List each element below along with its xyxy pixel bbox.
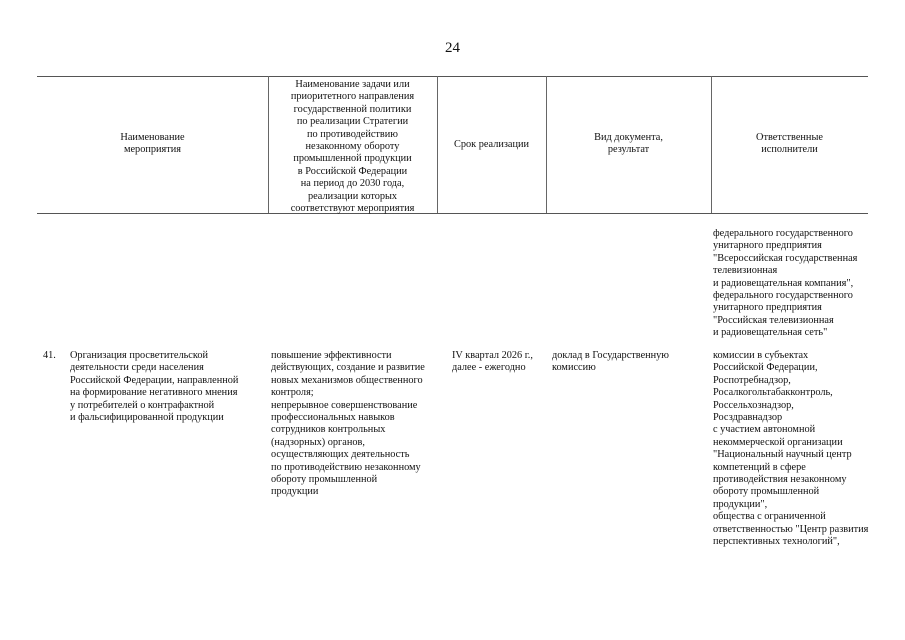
deadline-cell: IV квартал 2026 г., далее - ежегодно [452, 350, 533, 374]
header-bottom-border [37, 213, 868, 214]
header-task-name: Наименование задачи или приоритетного направления государственной политики по реализации Стратегии по противодействию незаконному обороту промышленной продукции в Российской Федерации на период до 2030 года, реализации которых соответствуют мероприятия [290, 79, 415, 215]
header-responsible: Ответственные исполнители [756, 132, 823, 156]
continuation-responsible-cell: федерального государственного унитарного предприятия "Всероссийская государственная телевизионная и радиовещательная компания", федерального государственного унитарного предприятия "Российская телевизионная и радиовещательная сеть" [713, 228, 858, 339]
responsible-cell: комиссии в субъектах Российской Федерации, Роспотребнадзор, Росалкогольтабакконтроль, Россельхознадзор, Росздравнадзор с участием автономной некоммерческой организации "Национальный научный центр компетенций в сфере противодействия незаконному обороту промышленной продукции", общества с ограниченной ответственностью "Центр развития перспективных технологий", [713, 350, 869, 548]
task-cell: повышение эффективности действующих, создание и развитие новых механизмов общественного контроля; непрерывное совершенствование профессиональных навыков сотрудников контрольных (надзорных) органов, осуществляющих деятельность по противодействию незаконному обороту промышленной продукции [271, 350, 425, 498]
table-top-border [37, 76, 868, 77]
activity-name-cell: Организация просветительской деятельности среди населения Российской Федерации, направленной на формирование негативного мнения у потребителей о контрафактной и фальсифицированной продукции [70, 350, 239, 424]
header-activity-name: Наименование мероприятия [120, 132, 185, 156]
row-number: 41. [43, 350, 56, 361]
document-cell: доклад в Государственную комиссию [552, 350, 669, 374]
page-number: 24 [445, 40, 460, 56]
header-deadline: Срок реализации [453, 139, 530, 150]
header-document-type: Вид документа, результат [594, 132, 663, 156]
